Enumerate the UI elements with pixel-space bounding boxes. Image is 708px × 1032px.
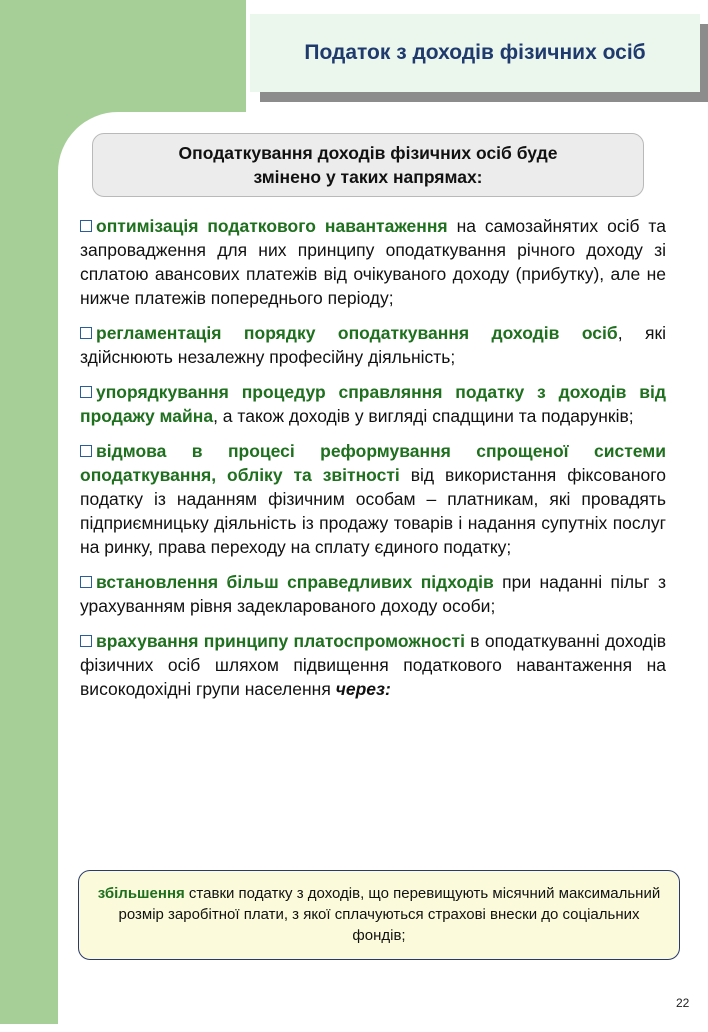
note-box — [78, 870, 680, 960]
list-item-bold: оптимізація податкового навантаження — [96, 216, 448, 236]
section-heading — [179, 141, 558, 189]
list-item-text: від використання фіксованого податку із наданням фізичним особам – платникам, які провадять підприємницьку діяльність із продажу товарів і надання супутніх послуг на ринку, права переходу на сплату єдиного податку; — [80, 465, 666, 557]
note-text: ставки податку з доходів, що перевищують місячний максимальний розмір заробітної плати, з якої сплачуються страхові внески до соціальних фондів; — [118, 885, 661, 944]
page-title: Податок з доходів фізичних осіб — [304, 41, 646, 64]
list-item — [80, 570, 666, 618]
list-item-bold: врахування принципу платоспроможності — [96, 631, 465, 651]
list-item-text: , а також доходів у вигляді спадщини та подарунків; — [213, 406, 634, 426]
hollow-square-bullet-icon — [80, 220, 92, 232]
list-item-tail: через: — [335, 679, 391, 699]
hollow-square-bullet-icon — [80, 635, 92, 647]
list-item-bold: упорядкування процедур справляння податку з доходів від продажу майна — [80, 382, 666, 426]
list-item — [80, 214, 666, 310]
list-item — [80, 439, 666, 559]
list-item-bold: регламентація порядку оподаткування доходів осіб — [96, 323, 618, 343]
hollow-square-bullet-icon — [80, 576, 92, 588]
section-heading-line2: змінено у таких напрямах: — [253, 167, 483, 187]
section-heading-box — [92, 133, 644, 197]
list-item-text: при наданні пільг з урахуванням рівня задекларованого доходу особи; — [80, 572, 666, 616]
hollow-square-bullet-icon — [80, 327, 92, 339]
hollow-square-bullet-icon — [80, 445, 92, 457]
list-item — [80, 380, 666, 428]
note-bold: збільшення — [97, 885, 185, 902]
list-item-text: в оподаткуванні доходів фізичних осіб шляхом підвищення податкового навантаження на високодохідні групи населення — [80, 631, 667, 699]
directions-list — [80, 214, 666, 712]
list-item — [80, 629, 666, 701]
list-item-bold: встановлення більш справедливих підходів — [96, 572, 494, 592]
title-box — [250, 14, 700, 92]
hollow-square-bullet-icon — [80, 386, 92, 398]
section-heading-line1: Оподаткування доходів фізичних осіб буде — [178, 143, 558, 163]
list-item-bold: відмова в процесі реформування спрощеної системи оподаткування, обліку та звітності — [80, 441, 666, 485]
list-item-text: на самозайнятих осіб та запровадження для них принципу оподаткування річного доходу зі сплатою авансових платежів від очікуваного доходу (прибутку), але не нижче платежів попереднього періоду; — [80, 216, 666, 308]
page-number: 22 — [676, 996, 690, 1010]
list-item-text: , які здійснюють незалежну професійну діяльність; — [80, 323, 666, 367]
list-item — [80, 321, 666, 369]
